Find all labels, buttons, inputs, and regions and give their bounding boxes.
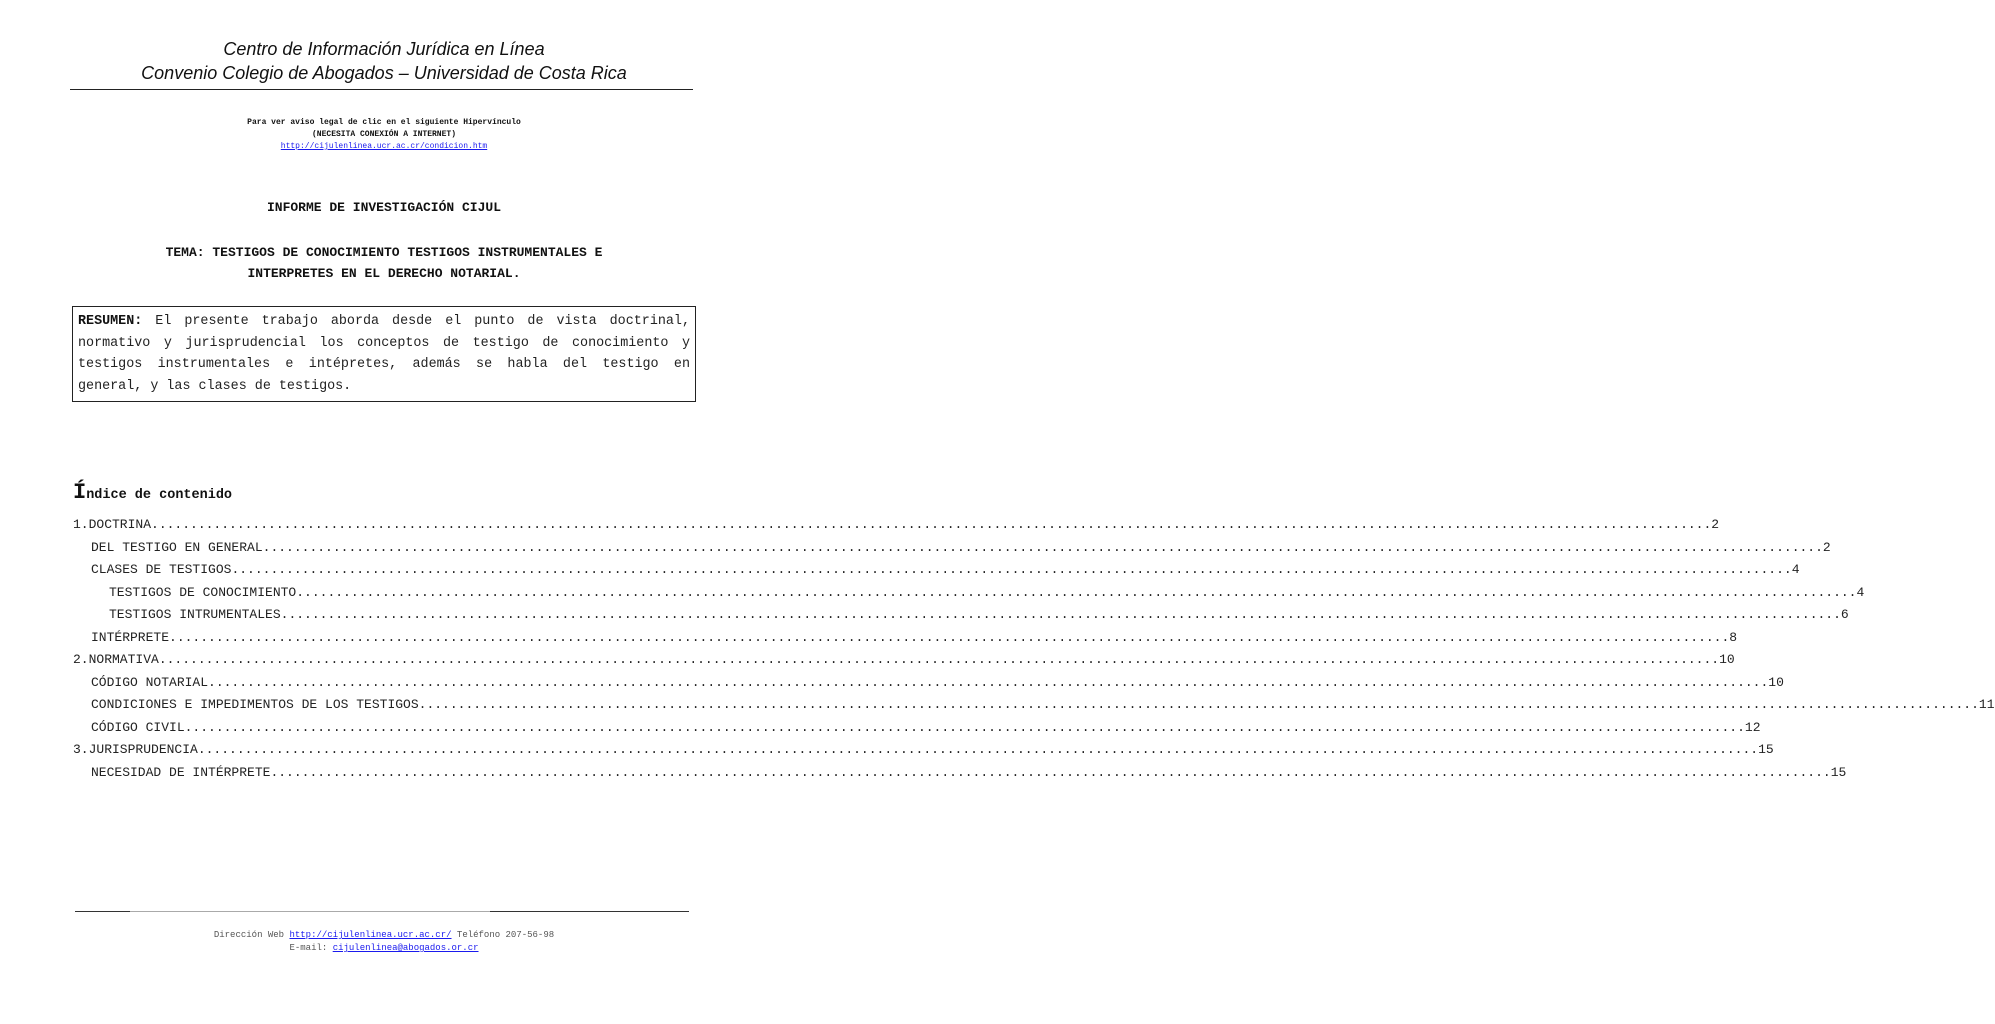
toc-entry-page: 2	[1711, 517, 1720, 532]
toc-leader-dots: ........................................................................................................................................................................................................	[418, 697, 1979, 712]
toc-entry[interactable]	[73, 672, 1784, 695]
summary-box	[72, 306, 696, 402]
toc-entry[interactable]	[73, 762, 1847, 785]
toc-leader-dots: ........................................................................................................................................................................................................	[197, 742, 1759, 757]
legal-notice-text: Para ver aviso legal de clic en el siguiente Hipervínculo	[247, 118, 521, 127]
footer-divider	[75, 911, 689, 912]
toc-leader-dots: ........................................................................................................................................................................................................	[158, 652, 1720, 667]
toc-leader-dots: ........................................................................................................................................................................................................	[231, 562, 1792, 577]
toc-heading	[73, 480, 232, 505]
header-divider	[70, 89, 693, 90]
toc-entry-page: 11	[1978, 697, 1995, 712]
toc-entry-label: 1.DOCTRINA	[73, 517, 152, 532]
toc-entry[interactable]	[73, 559, 1800, 582]
footer-email-line	[0, 942, 768, 955]
header-agreement: Convenio Colegio de Abogados – Universidad de Costa Rica	[141, 63, 627, 83]
toc-entry-page: 12	[1744, 719, 1761, 735]
toc-entry[interactable]	[73, 537, 1831, 560]
toc-entry-page: 8	[1729, 629, 1738, 645]
legal-notice	[0, 117, 768, 153]
header-institution: Centro de Información Jurídica en Línea	[223, 39, 545, 59]
document-footer	[0, 929, 768, 955]
toc-entry-label: CÓDIGO CIVIL	[91, 719, 185, 735]
footer-web-label: Dirección Web	[213, 930, 290, 940]
toc-leader-dots: ........................................................................................................................................................................................................	[208, 674, 1769, 690]
toc-entry-label: CÓDIGO NOTARIAL	[91, 674, 209, 690]
footer-email-label: E-mail:	[289, 943, 333, 953]
footer-web-line	[0, 929, 768, 942]
toc-heading-text: ndice de contenido	[86, 488, 233, 503]
toc-entry-label: 2.NORMATIVA	[73, 652, 159, 667]
topic-line-2: INTERPRETES EN EL DERECHO NOTARIAL.	[247, 266, 521, 281]
toc-entry-label: DEL TESTIGO EN GENERAL	[91, 539, 263, 555]
toc-leader-dots: ........................................................................................................................................................................................................	[169, 629, 1730, 645]
toc-entry-label: TESTIGOS DE CONOCIMIENTO	[109, 584, 297, 600]
toc-leader-dots: ........................................................................................................................................................................................................	[296, 584, 1857, 600]
toc-leader-dots: ........................................................................................................................................................................................................	[280, 607, 1841, 622]
toc-entry-label: CONDICIONES E IMPEDIMENTOS DE LOS TESTIGOS	[91, 697, 419, 712]
toc-entry-label: 3.JURISPRUDENCIA	[73, 742, 198, 757]
toc-entry-page: 4	[1856, 584, 1865, 600]
toc-entry[interactable]	[73, 649, 1735, 672]
toc-entry-page: 10	[1768, 674, 1784, 690]
toc-entry[interactable]	[73, 604, 1849, 627]
toc-entry-page: 10	[1719, 652, 1735, 667]
toc-entry[interactable]	[73, 717, 1761, 740]
table-of-contents	[73, 514, 1995, 784]
report-topic	[110, 242, 658, 284]
footer-email-link[interactable]: cijulenlinea@abogados.or.cr	[332, 943, 479, 953]
toc-entry[interactable]	[73, 694, 1995, 717]
footer-phone: Teléfono 207-56-98	[451, 930, 555, 940]
toc-entry-label: TESTIGOS INTRUMENTALES	[109, 607, 281, 622]
report-title: INFORME DE INVESTIGACIÓN CIJUL	[266, 200, 502, 215]
toc-leader-dots: ........................................................................................................................................................................................................	[270, 764, 1831, 780]
toc-leader-dots: ........................................................................................................................................................................................................	[262, 539, 1823, 555]
toc-heading-initial: Í	[73, 480, 87, 505]
toc-entry-page: 15	[1758, 742, 1774, 757]
topic-line-1: TEMA: TESTIGOS DE CONOCIMIENTO TESTIGOS INSTRUMENTALES E	[165, 245, 603, 260]
toc-entry[interactable]	[73, 582, 1865, 605]
toc-entry-page: 4	[1791, 562, 1800, 577]
legal-notice-link[interactable]: http://cijulenlinea.ucr.ac.cr/condicion.htm	[280, 142, 488, 151]
toc-entry-label: NECESIDAD DE INTÉRPRETE	[91, 764, 271, 780]
toc-entry-label: INTÉRPRETE	[91, 629, 170, 645]
document-header	[0, 37, 768, 85]
toc-entry[interactable]	[73, 627, 1738, 650]
toc-leader-dots: ........................................................................................................................................................................................................	[184, 719, 1745, 735]
legal-notice-connection: (NECESITA CONEXIÓN A INTERNET)	[311, 130, 457, 139]
toc-entry-page: 2	[1822, 539, 1831, 555]
summary-text: El presente trabajo aborda desde el punto de vista doctrinal, normativo y jurisprudencial los conceptos de testigo de conocimiento y testigos instrumentales e intépretes, además se habla del testigo en general, y las clases de testigos.	[78, 314, 690, 394]
toc-entry-label: CLASES DE TESTIGOS	[91, 562, 232, 577]
footer-web-link[interactable]: http://cijulenlinea.ucr.ac.cr/	[289, 930, 452, 940]
toc-entry[interactable]	[73, 739, 1774, 762]
toc-entry[interactable]	[73, 514, 1720, 537]
toc-entry-page: 6	[1840, 607, 1849, 622]
toc-leader-dots: ........................................................................................................................................................................................................	[151, 517, 1712, 532]
toc-entry-page: 15	[1830, 764, 1847, 780]
summary-label: RESUMEN:	[78, 314, 143, 329]
